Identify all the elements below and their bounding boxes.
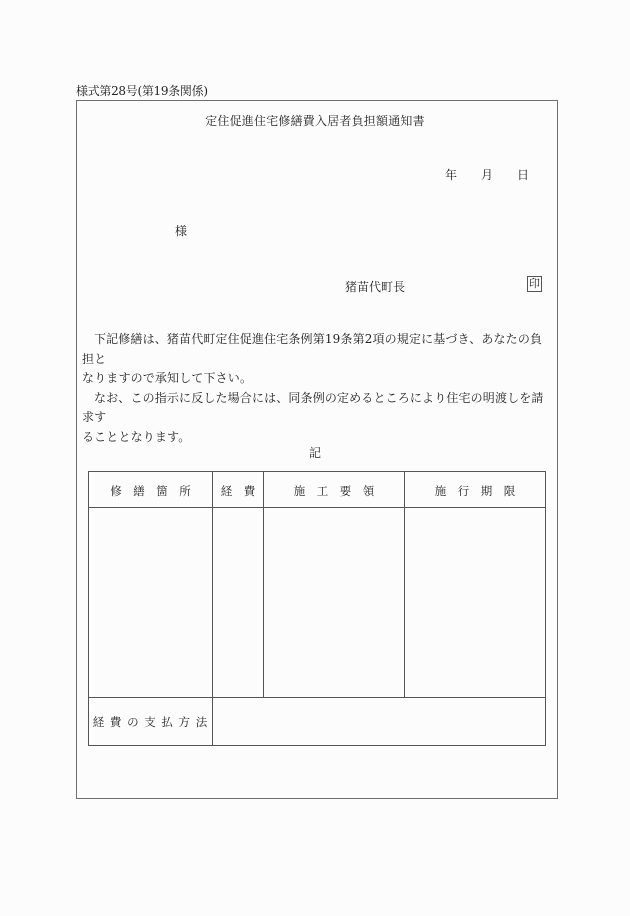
addressee-suffix: 様 [175, 224, 188, 238]
issuer-name: 猪苗代町長 [345, 280, 406, 294]
header-repair-location: 修 繕 箇 所 [110, 484, 191, 498]
cell-repair-location[interactable] [89, 508, 212, 697]
notice-body [82, 330, 554, 447]
body-paragraph-1-line-2: なりますので承知して下さい。 [82, 371, 253, 385]
body-paragraph-2-line-2: ることとなります。 [82, 429, 191, 444]
body-paragraph-1-line-1: 下記修繕は、猪苗代町定住促進住宅条例第19条第2項の規定に基づき、あなたの負担と [82, 332, 543, 366]
header-work-procedure: 施 工 要 領 [293, 484, 375, 498]
cell-cost[interactable] [213, 508, 263, 697]
header-cost: 経 費 [220, 484, 256, 498]
cell-work-procedure[interactable] [264, 508, 404, 697]
payment-method-label: 経 費 の 支 払 方 法 [92, 715, 209, 729]
form-number: 様式第28号(第19条関係) [76, 84, 208, 98]
body-paragraph-2-line-1: なお、この指示に反した場合には、同条例の定めるところにより住宅の明渡しを請求す [82, 390, 544, 424]
payment-method-value[interactable] [213, 698, 545, 745]
date-year-label: 年 [445, 168, 458, 182]
ki-heading: 記 [308, 446, 321, 460]
repair-table [88, 471, 546, 746]
date-month-label: 月 [481, 168, 494, 182]
date-day-label: 日 [517, 168, 530, 182]
document-title: 定住促進住宅修繕費入居者負担額通知書 [205, 114, 425, 128]
header-deadline: 施 行 期 限 [434, 484, 516, 498]
seal-mark-icon: 印 [529, 277, 540, 290]
cell-deadline[interactable] [405, 508, 545, 697]
